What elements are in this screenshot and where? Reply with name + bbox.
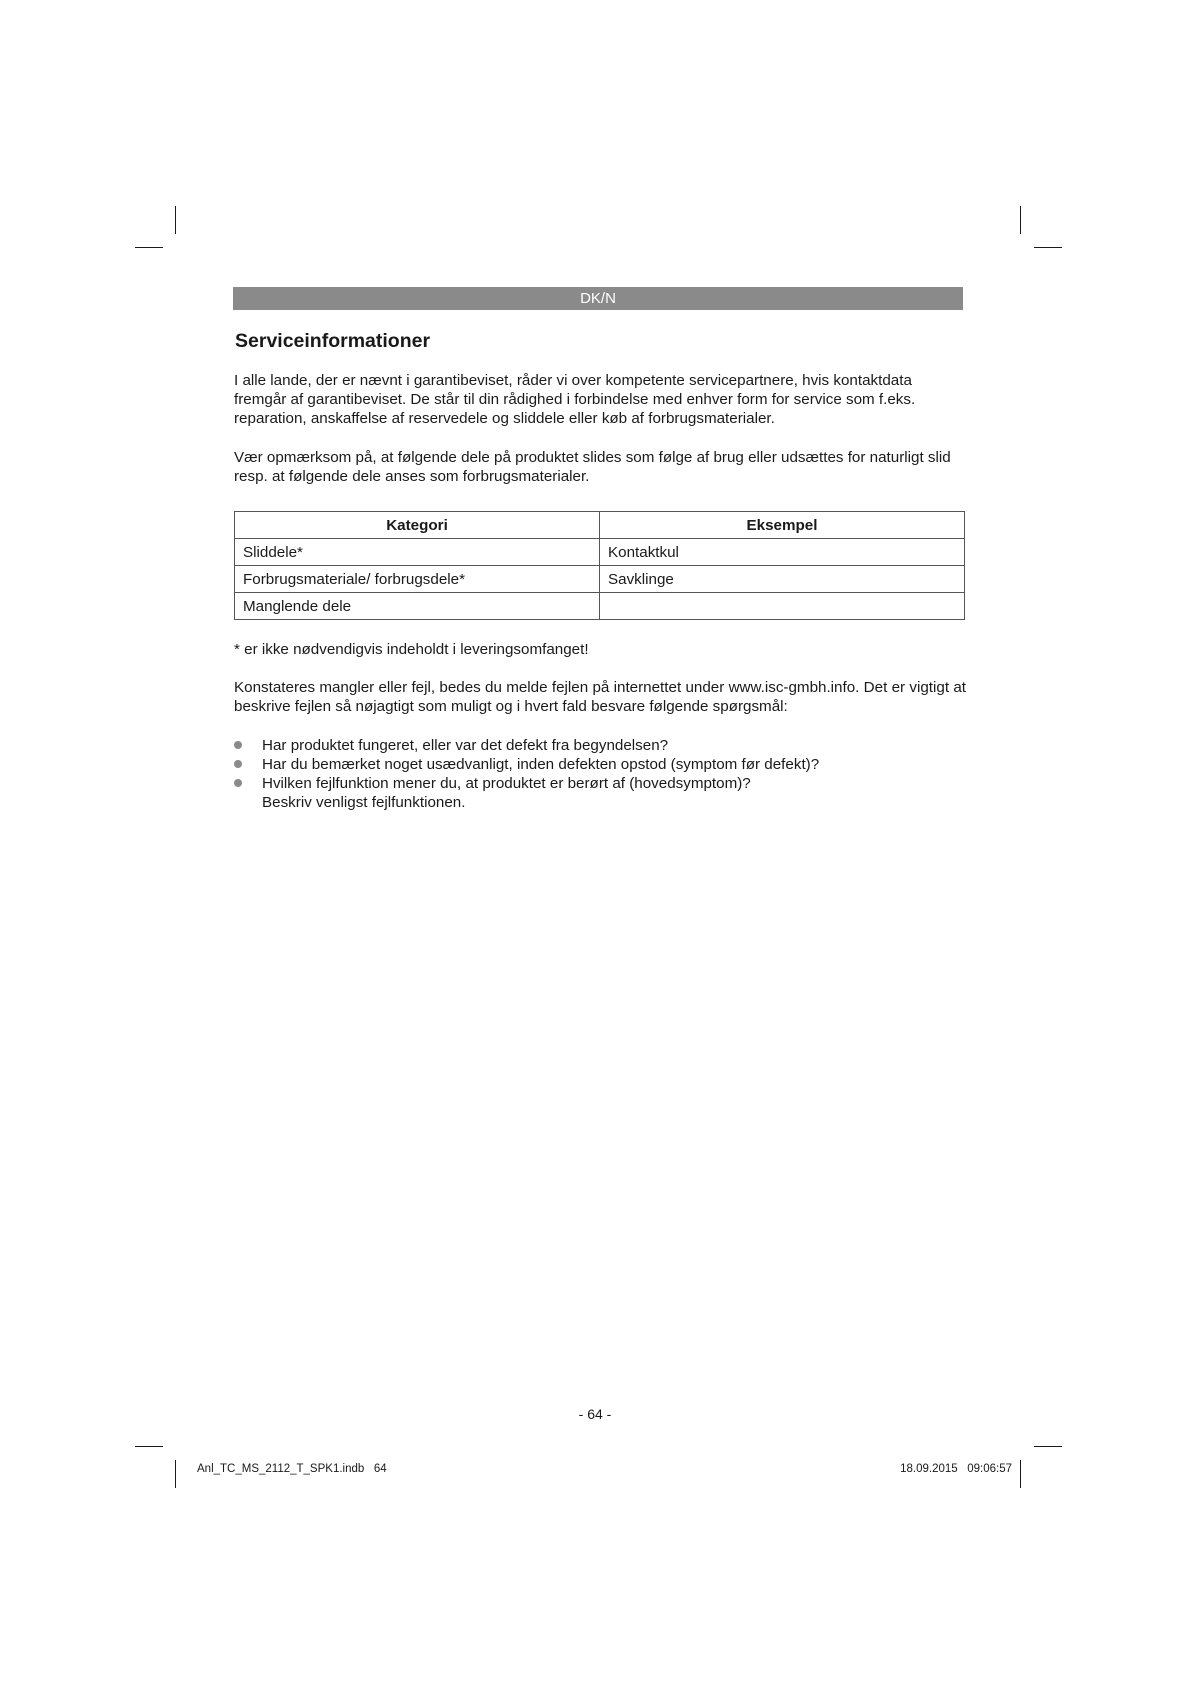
- table-header-row: [235, 512, 965, 539]
- print-footer-timestamp: 18.09.2015 09:06:57: [900, 1463, 1012, 1475]
- wear-parts-paragraph: Vær opmærksom på, at følgende dele på produktet slides som følge af brug eller udsættes for naturligt slid resp. at følgende dele anses som forbrugsmaterialer.: [234, 449, 951, 485]
- crop-mark-bottom-right-horizontal: [1034, 1446, 1062, 1447]
- bullet-icon: [234, 741, 242, 749]
- list-item: [234, 755, 966, 774]
- question-continuation-text: Beskriv venligst fejlfunktionen.: [262, 794, 466, 811]
- table-cell-example: Kontaktkul: [600, 539, 965, 566]
- crop-mark-bottom-left-vertical: [175, 1460, 176, 1488]
- crop-mark-top-left-vertical: [175, 206, 176, 234]
- question-text: Hvilken fejlfunktion mener du, at produktet er berørt af (hovedsymptom)?: [262, 775, 751, 792]
- table-row: [235, 593, 965, 620]
- defect-report-paragraph: Konstateres mangler eller fejl, bedes du melde fejlen på internettet under www.isc-gmbh.info. Det er vigtigt at beskrive fejlen så nøjagtigt som muligt og i hvert fald besvare følgende spørgsmål:: [234, 679, 966, 715]
- table-cell-example: Savklinge: [600, 566, 965, 593]
- table-cell-example: [600, 593, 965, 620]
- crop-mark-top-right-horizontal: [1034, 247, 1062, 248]
- language-header-bar: DK/N: [233, 287, 963, 310]
- table-row: [235, 566, 965, 593]
- table-cell-category: Manglende dele: [235, 593, 600, 620]
- question-text: Har du bemærket noget usædvanligt, inden defekten opstod (symptom før defekt)?: [262, 756, 820, 773]
- table-header-kategori: Kategori: [235, 512, 600, 539]
- table-cell-category: Forbrugsmateriale/ forbrugsdele*: [235, 566, 600, 593]
- questions-list: [234, 736, 966, 812]
- list-item: [234, 774, 966, 812]
- wear-parts-table: [234, 511, 965, 620]
- table-row: [235, 539, 965, 566]
- list-item: [234, 736, 966, 755]
- bullet-icon: [234, 779, 242, 787]
- crop-mark-top-right-vertical: [1020, 206, 1021, 234]
- print-footer-file: Anl_TC_MS_2112_T_SPK1.indb 64: [197, 1463, 387, 1475]
- page-number: - 64 -: [578, 1406, 612, 1422]
- section-title: Serviceinformationer: [235, 330, 431, 352]
- table-cell-category: Sliddele*: [235, 539, 600, 566]
- crop-mark-bottom-right-vertical: [1020, 1460, 1021, 1488]
- crop-mark-top-left-horizontal: [135, 247, 163, 248]
- question-text: Har produktet fungeret, eller var det defekt fra begyndelsen?: [262, 737, 669, 754]
- crop-mark-bottom-left-horizontal: [135, 1446, 163, 1447]
- bullet-icon: [234, 760, 242, 768]
- footnote: * er ikke nødvendigvis indeholdt i leveringsomfanget!: [234, 641, 589, 658]
- table-header-eksempel: Eksempel: [600, 512, 965, 539]
- service-paragraph: I alle lande, der er nævnt i garantibeviset, råder vi over kompetente servicepartnere, hvis kontaktdata fremgår af garantibeviset. De står til din rådighed i forbindelse med enhver form for service som f.eks. reparation, anskaffelse af reservedele og sliddele eller køb af forbrugsmaterialer.: [234, 372, 916, 427]
